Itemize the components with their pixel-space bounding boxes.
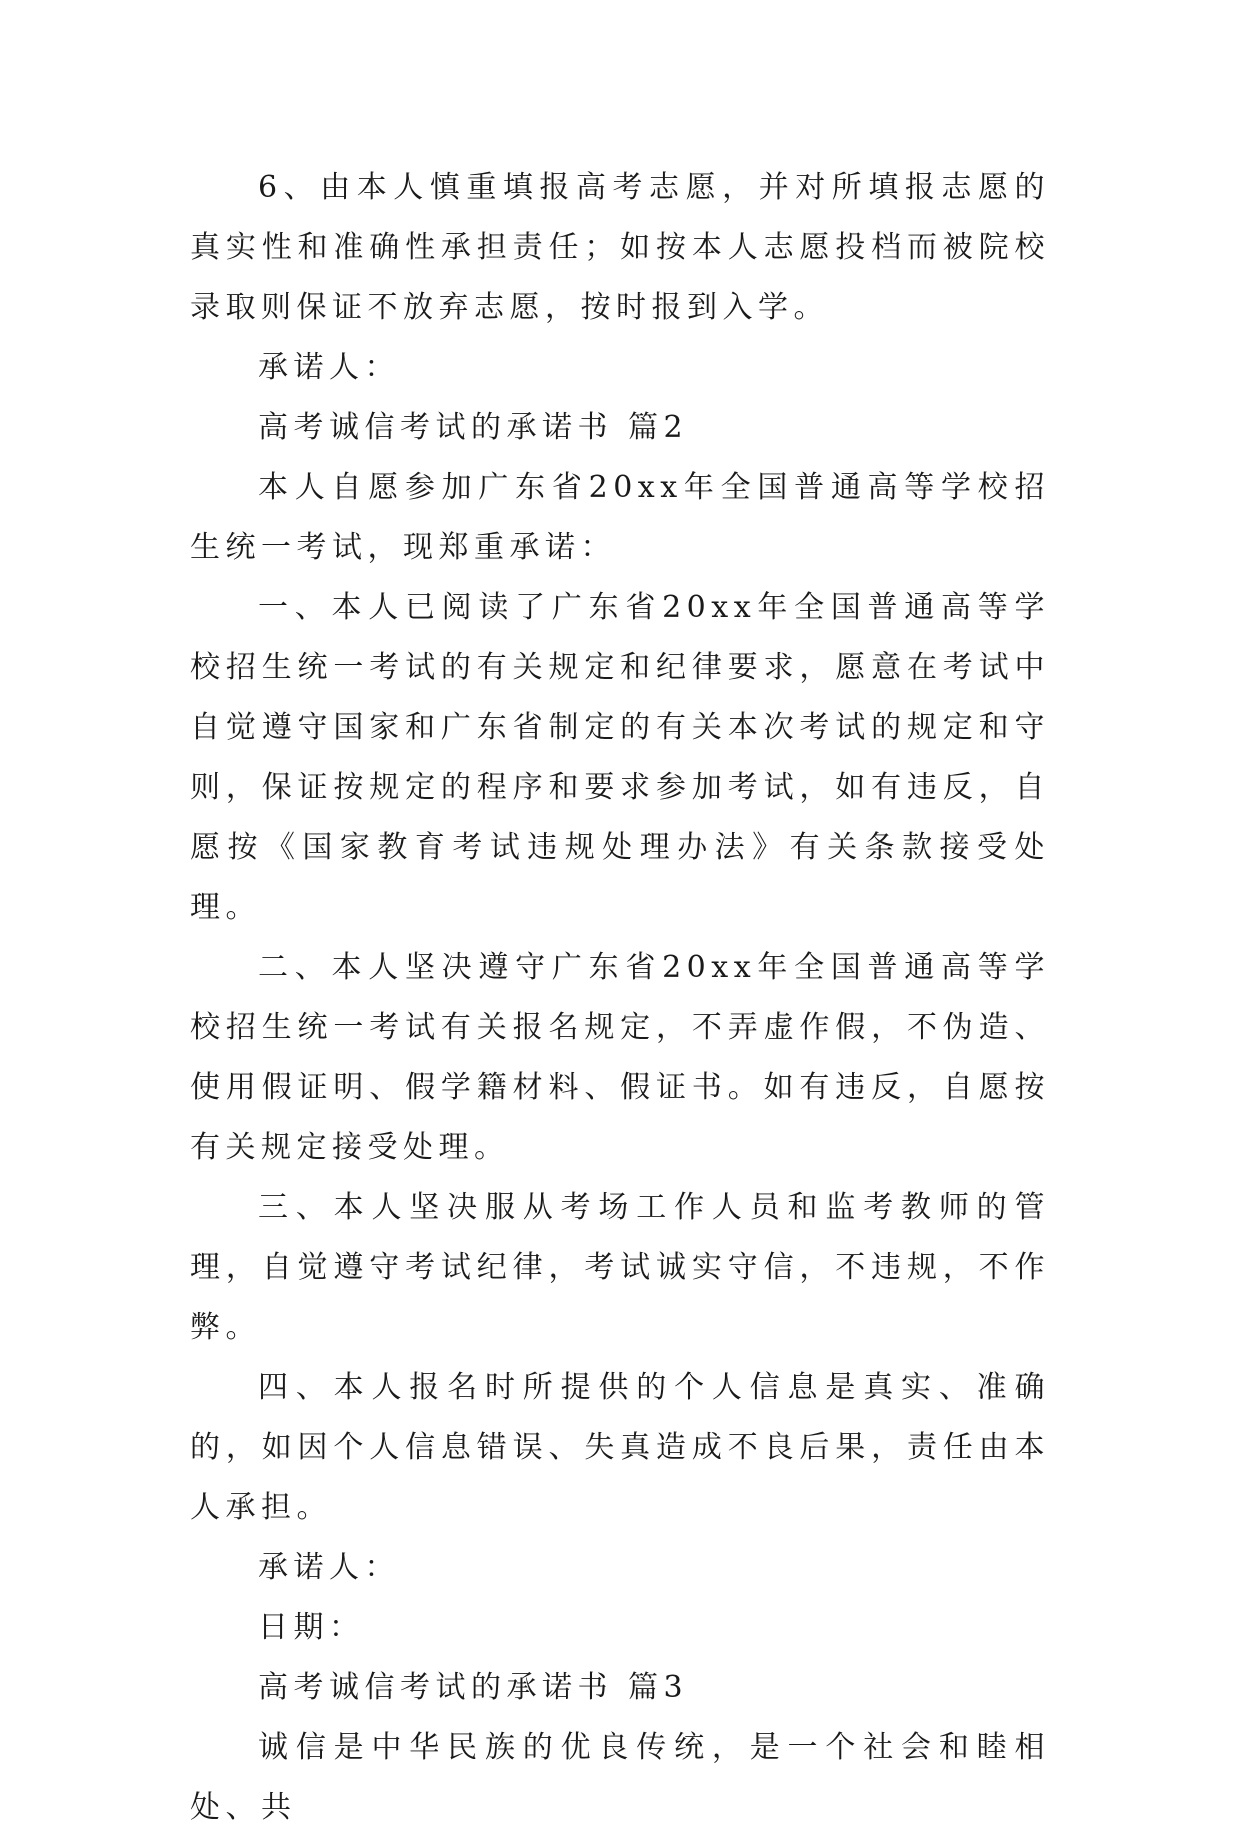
paragraph-item-2: 二、本人坚决遵守广东省20xx年全国普通高等学校招生统一考试有关报名规定，不弄虚作假，不伪造、使用假证明、假学籍材料、假证书。如有违反，自愿按有关规定接受处理。 [190,950,1050,1165]
signer-label: 承诺人： [258,1550,400,1585]
section-heading-part-3: 高考诚信考试的承诺书 篇3 [258,1670,689,1705]
intro-paragraph: 本人自愿参加广东省20xx年全国普通高等学校招生统一考试，现郑重承诺： [190,470,1050,565]
date-label: 日期： [258,1610,365,1645]
paragraph-item-6-commitment: 6、由本人慎重填报高考志愿，并对所填报志愿的真实性和准确性承担责任；如按本人志愿投档而被院校录取则保证不放弃志愿，按时报到入学。 [190,170,1050,325]
paragraph-integrity-intro: 诚信是中华民族的优良传统，是一个社会和睦相处、共 [190,1730,1050,1825]
paragraph-item-3: 三、本人坚决服从考场工作人员和监考教师的管理，自觉遵守考试纪律，考试诚实守信，不违规，不作弊。 [190,1190,1050,1345]
section-heading-part-2: 高考诚信考试的承诺书 篇2 [258,410,689,445]
paragraph-item-1: 一、本人已阅读了广东省20xx年全国普通高等学校招生统一考试的有关规定和纪律要求，愿意在考试中自觉遵守国家和广东省制定的有关本次考试的规定和守则，保证按规定的程序和要求参加考试，如有违反，自愿按《国家教育考试违规处理办法》有关条款接受处理。 [190,590,1050,925]
paragraph-item-4: 四、本人报名时所提供的个人信息是真实、准确的，如因个人信息错误、失真造成不良后果，责任由本人承担。 [190,1370,1050,1525]
signer-label: 承诺人： [258,350,400,385]
document-body [190,158,1050,1838]
